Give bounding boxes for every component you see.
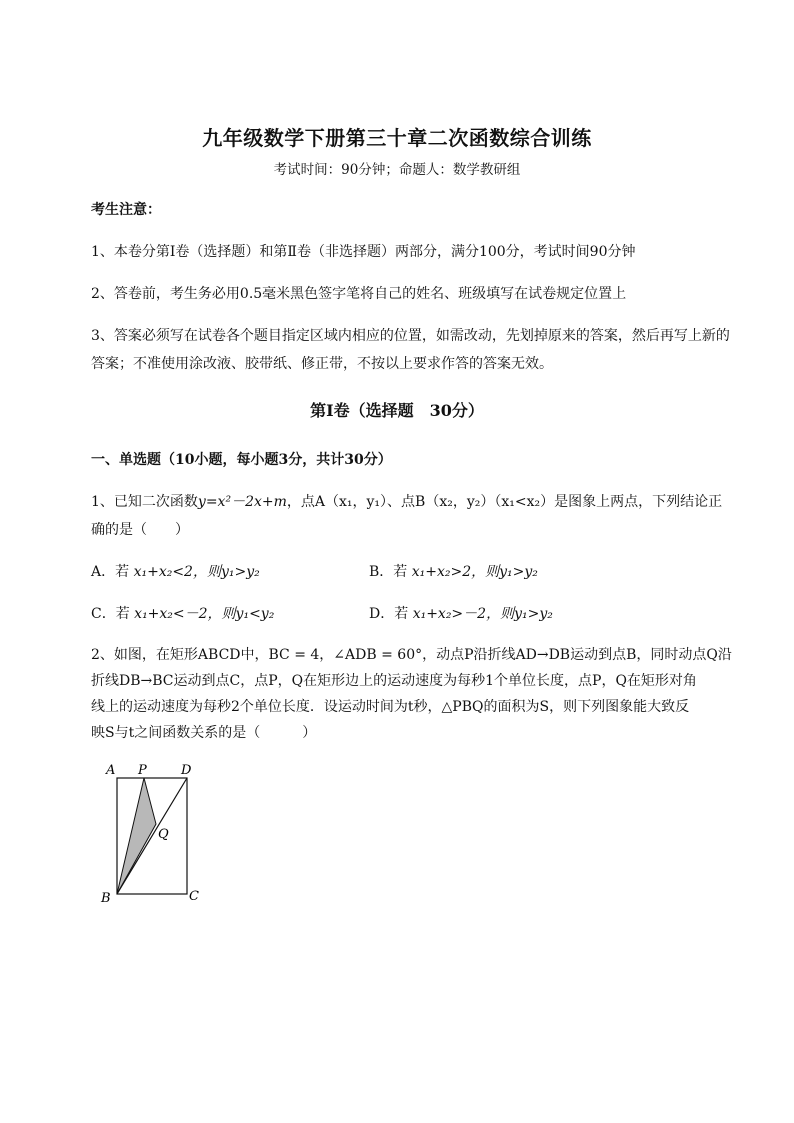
- question-2-stem: [91, 642, 741, 746]
- rectangle-abcd-figure: [96, 756, 216, 906]
- label-p: P: [138, 763, 147, 778]
- q1-option-a[interactable]: [91, 560, 260, 584]
- q2-line-2: 折线DB→BC运动到点C，点P，Q在矩形边上的运动速度为每秒1个单位长度，点P，Q在矩形对角: [91, 673, 697, 689]
- q2-line-1: 2、如图，在矩形ABCD中，BC = 4，∠ADB = 60°，动点P沿折线AD→DB运动到点B，同时动点Q沿: [91, 647, 732, 663]
- q1-stem-c: 确的是（ ）: [91, 522, 189, 538]
- triangle-pbq-shaded: [117, 778, 156, 894]
- label-a: A: [106, 763, 116, 778]
- option-label: B．若: [369, 564, 408, 580]
- option-label: D．若: [369, 606, 409, 622]
- notice-item-1: 1、本卷分第Ⅰ卷（选择题）和第Ⅱ卷（非选择题）两部分，满分100分，考试时间90分钟: [91, 244, 636, 260]
- q1-option-d[interactable]: [369, 602, 553, 626]
- label-q: Q: [158, 827, 169, 842]
- q1-function: y=x²－2x+m: [197, 494, 287, 510]
- q1-stem-b: ，点A（x₁，y₁）、点B（x₂，y₂）（x₁<x₂）是图象上两点，下列结论正: [286, 494, 723, 510]
- notice-item-2: 2、答卷前，考生务必用0.5毫米黑色签字笔将自己的姓名、班级填写在试卷规定位置上: [91, 286, 627, 302]
- notice-heading: 考生注意：: [91, 202, 161, 218]
- option-condition: x₁+x₂<2，则y₁>y₂: [133, 564, 260, 580]
- label-d: D: [181, 763, 192, 778]
- q1-option-b[interactable]: [369, 560, 538, 584]
- q2-line-3: 线上的运动速度为每秒2个单位长度．设运动时间为t秒，△PBQ的面积为S，则下列图象能大致反: [91, 699, 690, 715]
- q1-option-c[interactable]: [91, 602, 274, 626]
- page-title: 九年级数学下册第三十章二次函数综合训练: [202, 126, 592, 150]
- option-label: C．若: [91, 606, 130, 622]
- option-condition: x₁+x₂<－2，则y₁<y₂: [134, 606, 275, 622]
- option-label: A．若: [91, 564, 130, 580]
- option-condition: x₁+x₂>2，则y₁>y₂: [411, 564, 538, 580]
- label-b: B: [101, 891, 111, 906]
- question-1-stem: [91, 488, 741, 544]
- q1-stem-a: 1、已知二次函数: [91, 494, 198, 510]
- notice-item-3: 3、答案必须写在试卷各个题目指定区域内相应的位置，如需改动，先划掉原来的答案，然后再写上新的答案；不准使用涂改液、胶带纸、修正带，不按以上要求作答的答案无效。: [91, 328, 730, 372]
- part-heading: 一、单选题（10小题，每小题3分，共计30分）: [91, 452, 392, 468]
- page-subtitle: 考试时间：90分钟；命题人：数学教研组: [273, 162, 521, 178]
- option-condition: x₁+x₂>－2，则y₁>y₂: [412, 606, 553, 622]
- diagonal-db: [117, 778, 187, 894]
- label-c: C: [189, 889, 199, 904]
- q2-line-4: 映S与t之间函数关系的是（ ）: [91, 725, 317, 741]
- section-title: 第Ⅰ卷（选择题 30分）: [310, 401, 484, 420]
